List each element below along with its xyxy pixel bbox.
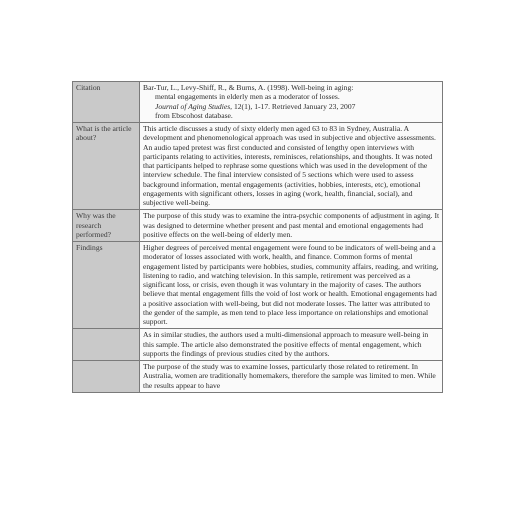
table-row-findings [73,242,443,329]
citation-line: mental engagements in elderly men as a moderator of losses. [155,92,340,102]
row-label: Findings [73,242,140,329]
row-label: Why was the research performed? [73,210,140,242]
row-text: This article discusses a study of sixty elderly men aged 63 to 83 in Sydney, Australia. A development and phenomenological approach was used in subjective and objective assessments. An audio taped pretest was first conducted and consisted of lengthy open interviews with participants relating to activities, interests, reminisces, relationships, and thoughts. It was noted that participants helped to rephrase some questions which was used in the development of the interview schedule. The final interview consisted of 5 sections which were used to assess background information, mental engagements (activities, hobbies, interests, etc), emotional engagements with significant others, losses in aging (work, health, financial, social), and subjective well-being. [140,123,443,210]
row-text: The purpose of this study was to examine the intra-psychic components of adjustment in aging. It was designed to determine whether present and past mental and emotional engagements had positive effects on the well-being of elderly men. [140,210,443,242]
citation-cell [140,82,443,123]
table-row-comparison [73,329,443,361]
citation-line [143,102,440,111]
row-label: What is the article about? [73,123,140,210]
table-row-citation [73,82,443,123]
citation-line: from Ebscohost database. [155,110,233,120]
citation-line: Bar-Tur, L., Levy-Shiff, R., & Burns, A. (1998). Well-being in aging: [143,83,354,92]
journal-title: Journal of Aging Studies, [155,101,233,111]
row-text: Higher degrees of perceived mental engagement were found to be indicators of well-being and a moderator of losses associated with work, health, and finance. Common forms of mental engagement listed by participants were hobbies, studies, community affairs, reading, and writing, listening to radio, and watching television. In this sample, retirement was perceived as a significant loss, or crisis, even though it was voluntary in the majority of cases. The authors believe that mental engagement fills the void of lost work or health. Emotional engagements had a positive association with well-being, but did not moderate losses. The latter was attributed to the gender of the sample, as men tend to place less importance on relationships and emotional support. [140,242,443,329]
table-row-limitations [73,361,443,393]
row-text: As in similar studies, the authors used a multi-dimensional approach to measure well-being in this sample. The article also demonstrated the positive effects of mental engagement, which supports the findings of previous studies cited by the authors. [140,329,443,361]
annotated-bibliography-table [72,81,443,393]
row-label [73,329,140,361]
table-row-purpose [73,210,443,242]
row-label: Citation [73,82,140,123]
journal-details: 12(1), 1-17. Retrieved January 23, 2007 [232,101,356,111]
row-text: The purpose of the study was to examine losses, particularly those related to retirement. In Australia, women are traditionally homemakers, therefore the sample was limited to men. While the results appear to have [140,361,443,393]
row-label [73,361,140,393]
document-page [72,81,443,512]
table-row-summary [73,123,443,210]
